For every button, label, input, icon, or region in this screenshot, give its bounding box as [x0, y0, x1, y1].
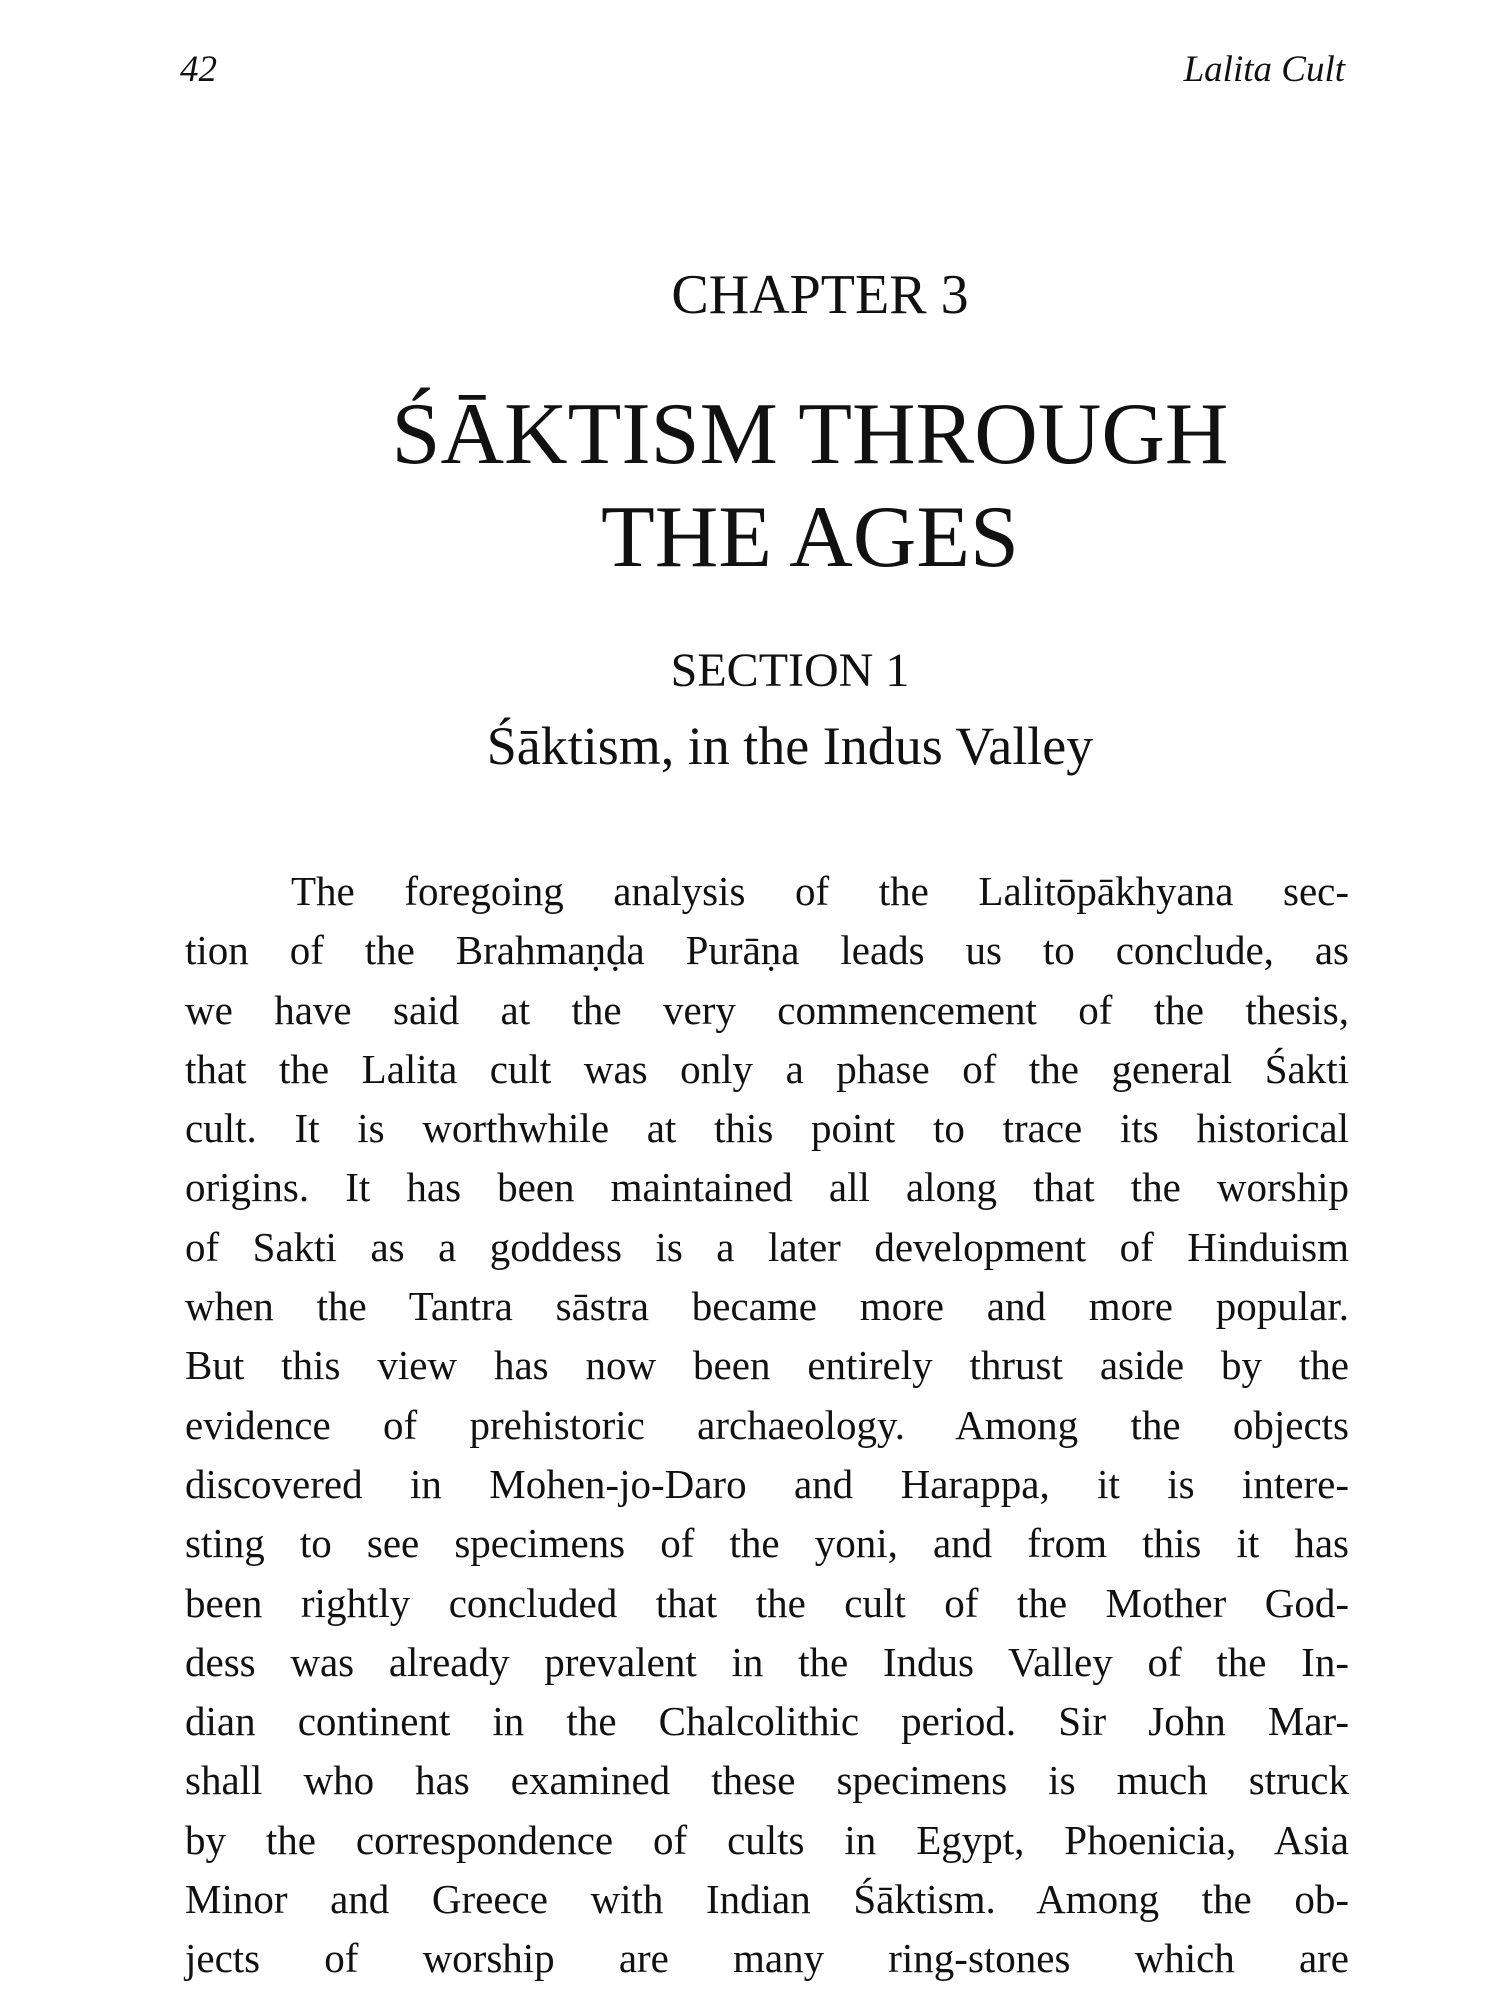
section-label: SECTION 1 — [670, 644, 910, 697]
body-line: But this view has now been entirely thrust aside by the — [185, 1342, 1349, 1389]
body-line: that the Lalita cult was only a phase of the general Śakti — [185, 1045, 1349, 1092]
body-line: origins. It has been maintained all along that the worship — [185, 1164, 1349, 1211]
running-title: Lalita Cult — [1183, 49, 1345, 90]
chapter-title-line-2: THE AGES — [601, 489, 1019, 586]
body-line: shall who has examined these specimens is much struck — [185, 1757, 1349, 1804]
body-line: dess was already prevalent in the Indus Valley of the In- — [185, 1638, 1349, 1685]
body-line: of Sakti as a goddess is a later development of Hinduism — [185, 1223, 1349, 1270]
page-number: 42 — [180, 49, 217, 90]
body-paragraph — [185, 862, 1349, 1989]
body-line: been rightly concluded that the cult of the Mother God- — [185, 1579, 1349, 1626]
body-line: evidence of prehistoric archaeology. Among the objects — [185, 1401, 1349, 1448]
body-line: discovered in Mohen-jo-Daro and Harappa, it is intere- — [185, 1460, 1349, 1507]
body-line: dian continent in the Chalcolithic period. Sir John Mar- — [185, 1698, 1349, 1745]
body-line: The foregoing analysis of the Lalitōpākhyana sec- — [291, 868, 1349, 914]
body-line: we have said at the very commencement of the thesis, — [185, 986, 1349, 1033]
body-line: by the correspondence of cults in Egypt, Phoenicia, Asia — [185, 1816, 1349, 1863]
body-line: jects of worship are many ring-stones which are — [185, 1935, 1349, 1982]
section-title: Śāktism, in the Indus Valley — [486, 716, 1094, 776]
chapter-label: CHAPTER 3 — [671, 264, 969, 326]
body-line: Minor and Greece with Indian Śāktism. Among the ob- — [185, 1876, 1349, 1923]
chapter-title-line-1: ŚĀKTISM THROUGH — [391, 386, 1229, 483]
body-line: when the Tantra sāstra became more and more popular. — [185, 1283, 1349, 1330]
body-line: tion of the Brahmaṇḍa Purāṇa leads us to conclude, as — [185, 927, 1349, 974]
body-line: sting to see specimens of the yoni, and from this it has — [185, 1520, 1349, 1567]
body-line: cult. It is worthwhile at this point to trace its historical — [185, 1105, 1349, 1152]
